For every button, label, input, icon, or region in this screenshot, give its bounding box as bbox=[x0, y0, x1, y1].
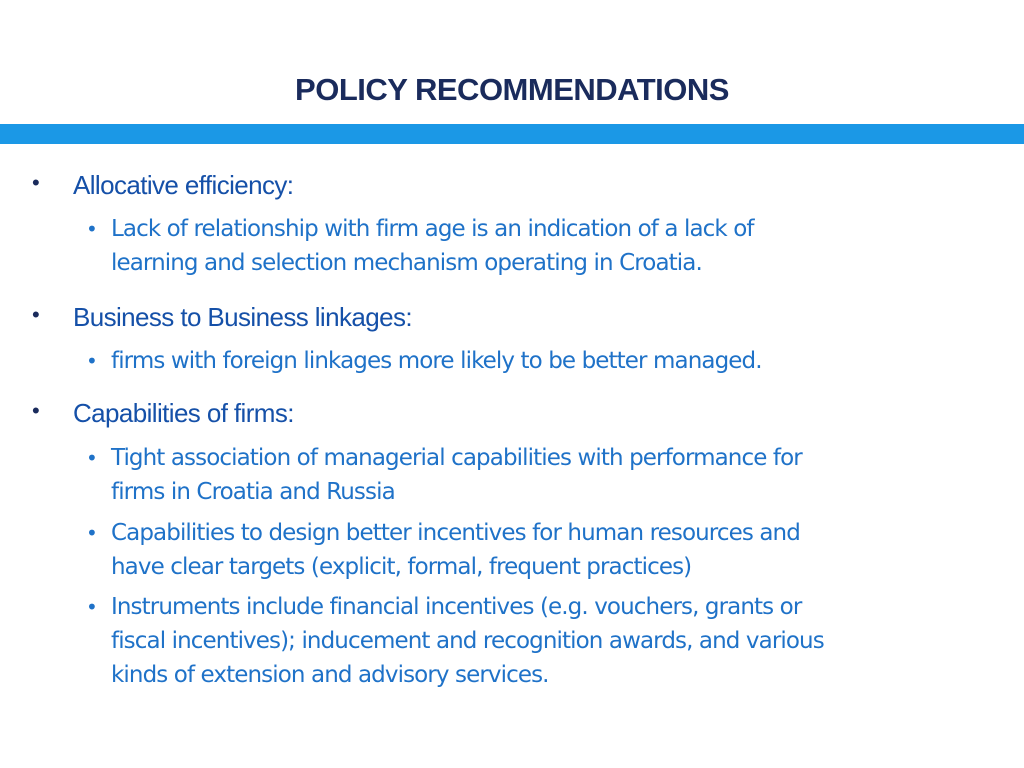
list-item-text bbox=[111, 590, 981, 692]
list-item-text bbox=[111, 516, 981, 584]
list-item-line: Tight association of managerial capabilities with performance for bbox=[111, 445, 802, 471]
list-item-line: firms in Croatia and Russia bbox=[111, 479, 395, 505]
list-item-line: firms with foreign linkages more likely to be better managed. bbox=[111, 348, 762, 374]
list-item-line: learning and selection mechanism operating in Croatia. bbox=[111, 250, 702, 276]
list-item-line: Capabilities to design better incentives for human resources and bbox=[111, 520, 800, 546]
section-heading-text: Allocative efficiency: bbox=[73, 170, 294, 200]
bullet-icon: • bbox=[86, 595, 97, 619]
bullet-icon: • bbox=[86, 446, 97, 470]
list-item-line: Lack of relationship with firm age is an indication of a lack of bbox=[111, 216, 754, 242]
bullet-icon: • bbox=[86, 521, 97, 545]
section-heading-text: Business to Business linkages: bbox=[73, 302, 412, 332]
list-item-line: have clear targets (explicit, formal, frequent practices) bbox=[111, 554, 692, 580]
bullet-icon: • bbox=[32, 170, 40, 195]
bullet-icon: • bbox=[32, 398, 40, 423]
list-item-text bbox=[111, 344, 981, 378]
bullet-icon: • bbox=[32, 302, 40, 327]
list-item-line: kinds of extension and advisory services. bbox=[111, 662, 549, 688]
list-item-text bbox=[111, 441, 981, 509]
list-item-line: fiscal incentives); inducement and recognition awards, and various bbox=[111, 628, 824, 654]
section-heading-text: Capabilities of firms: bbox=[73, 398, 294, 428]
slide-title: POLICY RECOMMENDATIONS bbox=[295, 72, 729, 107]
bullet-icon: • bbox=[86, 349, 97, 373]
list-item-text bbox=[111, 212, 981, 280]
bullet-icon: • bbox=[86, 217, 97, 241]
title-divider-bar bbox=[0, 124, 1024, 144]
list-item-line: Instruments include financial incentives (e.g. vouchers, grants or bbox=[111, 594, 802, 620]
